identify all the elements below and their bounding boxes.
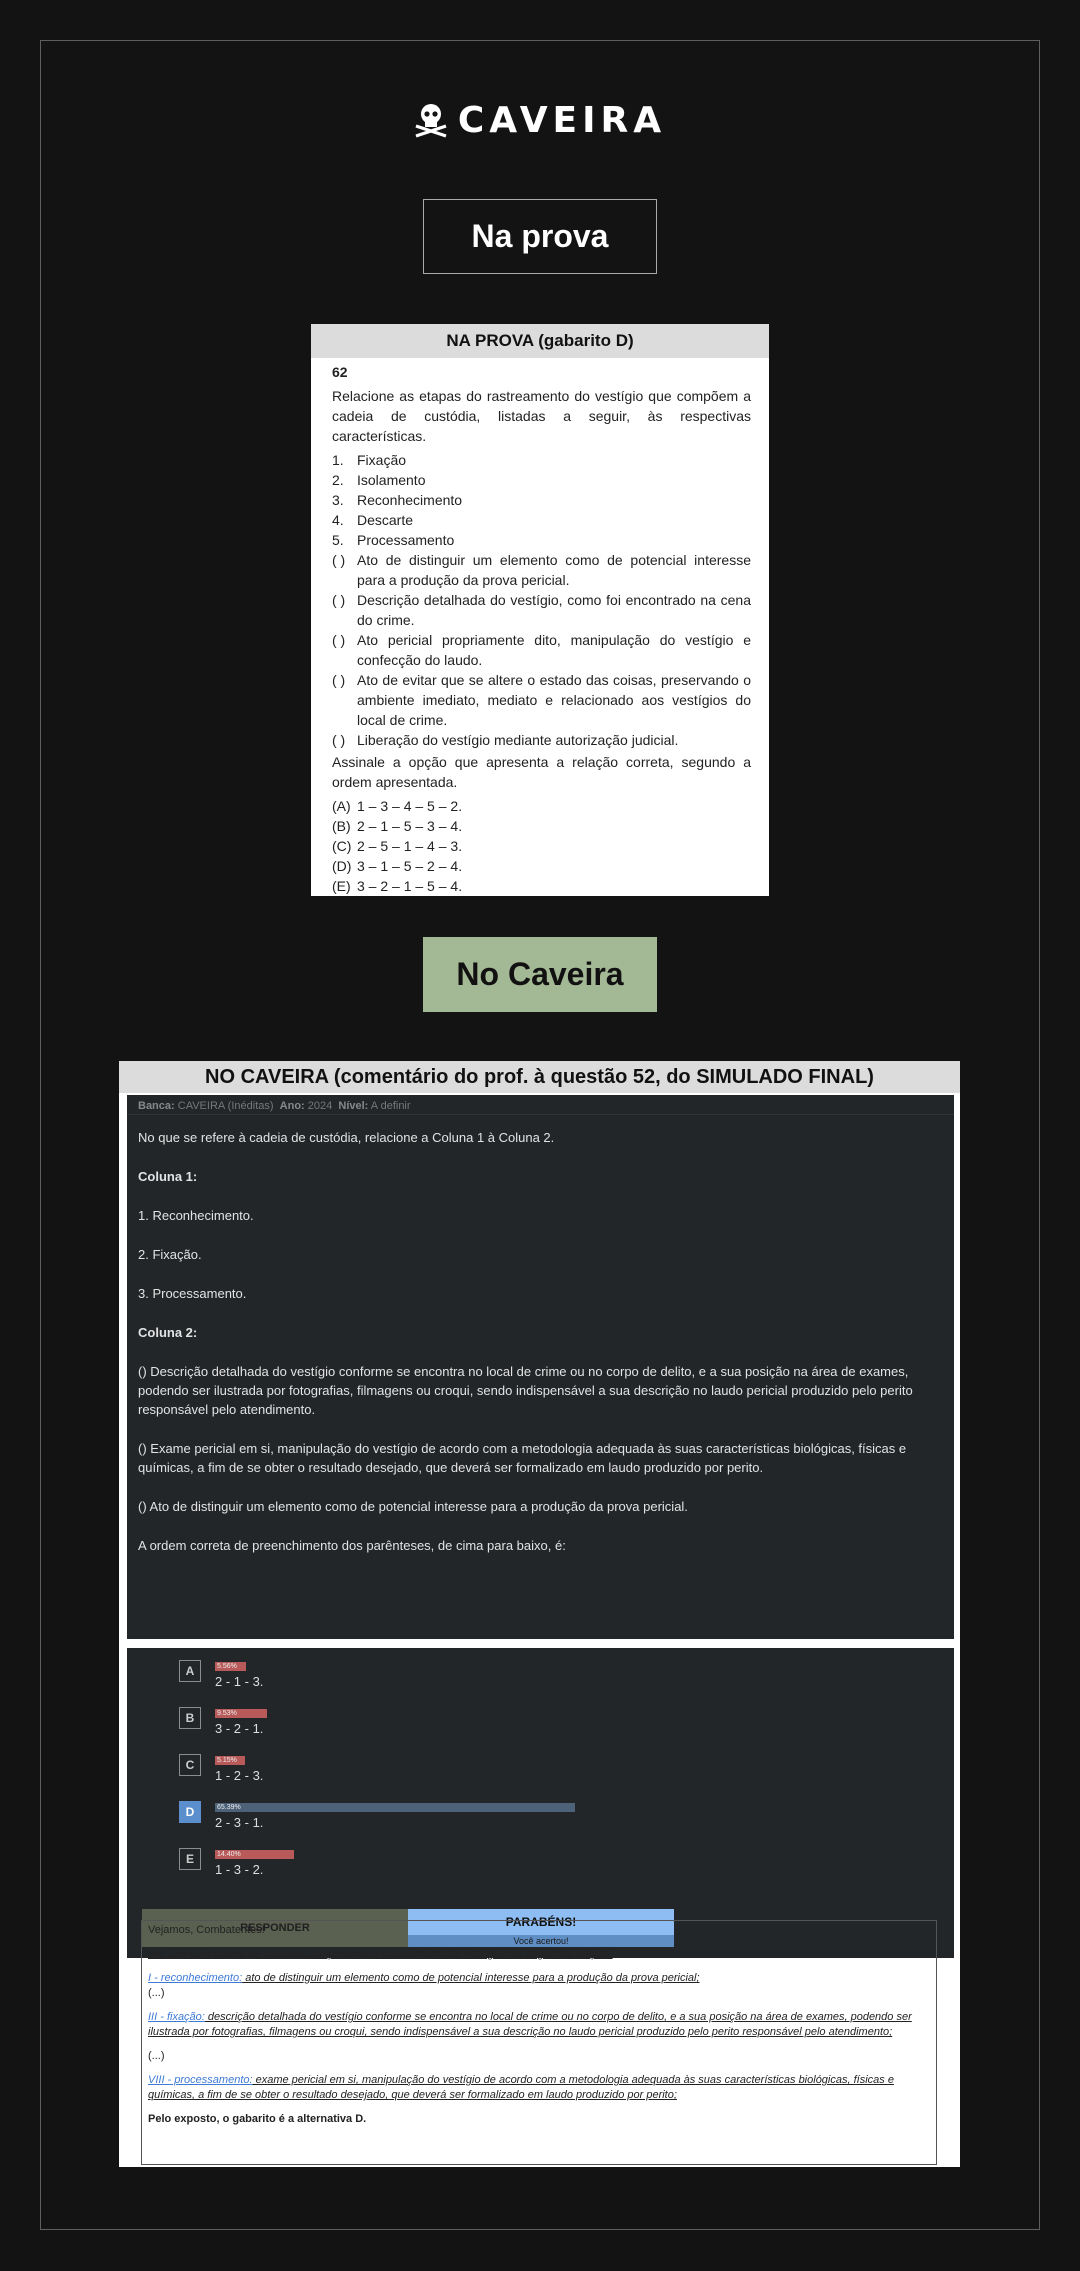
stage-item: [332, 470, 751, 490]
answer-panel: [127, 1648, 954, 1958]
comment-ellipsis: (...): [148, 1987, 165, 1999]
skull-icon: [414, 102, 448, 138]
banca-value: CAVEIRA (Inéditas): [177, 1100, 274, 1112]
brand-name: CAVEIRA: [457, 99, 667, 141]
answer-letter[interactable]: E: [179, 1848, 201, 1870]
option-item-text: 3 – 1 – 5 – 2 – 4.: [357, 858, 463, 874]
characteristic-item-key: ( ): [332, 592, 346, 608]
stage-item-key: 2.: [332, 472, 344, 488]
answer-percentage-bar: 5.56%: [215, 1662, 246, 1671]
option-item-key: (B): [332, 818, 351, 834]
column2-item: () Exame pericial em si, manipulação do vestígio de acordo com a metodologia adequada às suas características biológicas, físicas e químicas, a fim de se obter o resultado desejado, que deverá ser formalizado em laudo produzido por perito.: [138, 1441, 907, 1475]
comment-ellipsis: (...): [148, 2050, 165, 2062]
characteristics-list: [332, 550, 751, 750]
section-label-prova: Na prova: [423, 199, 657, 274]
question-statement: Relacione as etapas do rastreamento do vestígio que compõem a cadeia de custódia, listadas a seguir, às respectivas características.: [332, 388, 751, 444]
comment-item-text: descrição detalhada do vestígio conforme se encontra no local de crime ou no corpo de delito, e a sua posição na área de exames, podendo ser ilustrada por fotografias, filmagens ou croqui, sendo indispensável a sua descrição no laudo pericial produzido pelo perito responsável pelo atendimento;: [148, 2011, 912, 2038]
answer-letter[interactable]: D: [179, 1801, 201, 1823]
stage-item: [332, 450, 751, 470]
characteristic-item: [332, 670, 751, 730]
caveira-question-card: [119, 1061, 960, 2167]
answer-letter[interactable]: A: [179, 1660, 201, 1682]
prova-question-card: [311, 324, 769, 896]
stage-item-text: Isolamento: [357, 472, 426, 488]
option-item-text: 2 – 5 – 1 – 4 – 3.: [357, 838, 463, 854]
comment-item-label: I - reconhecimento:: [148, 1972, 243, 1984]
answer-percentage-bar: 5.15%: [215, 1756, 245, 1765]
option-item: [332, 796, 751, 816]
stage-item-key: 1.: [332, 452, 344, 468]
comment-item-label: III - fixação:: [148, 2011, 205, 2023]
professor-comment: [141, 1920, 937, 2165]
question-number: 62: [332, 364, 348, 380]
question-closing: A ordem correta de preenchimento dos parênteses, de cima para baixo, é:: [138, 1538, 566, 1553]
answer-percentage-bar: 65.39%: [215, 1803, 575, 1812]
result-subtitle: Você acertou!: [408, 1935, 674, 1947]
column2-item: () Ato de distinguir um elemento como de potencial interesse para a produção da prova pericial.: [138, 1499, 688, 1514]
option-item-text: 3 – 2 – 1 – 5 – 4.: [357, 878, 463, 894]
characteristic-item-text: Liberação do vestígio mediante autorização judicial.: [357, 732, 679, 748]
option-item-key: (C): [332, 838, 352, 854]
column1-item: 1. Reconhecimento.: [138, 1208, 254, 1223]
characteristic-item: [332, 590, 751, 630]
option-item-key: (E): [332, 878, 351, 894]
question-intro: No que se refere à cadeia de custódia, relacione a Coluna 1 à Coluna 2.: [138, 1130, 555, 1145]
answer-text: 2 - 1 - 3.: [215, 1674, 264, 1689]
column1-item: 2. Fixação.: [138, 1247, 202, 1262]
answer-letter[interactable]: C: [179, 1754, 201, 1776]
prova-header: NA PROVA (gabarito D): [311, 324, 769, 358]
column1-item: 3. Processamento.: [138, 1286, 247, 1301]
answer-percentage-bar: 14.40%: [215, 1850, 294, 1859]
comment-item-text: exame pericial em si, manipulação do vestígio de acordo com a metodologia adequada às suas características biológicas, físicas e químicas, a fim de se obter o resultado desejado, que deverá ser formalizado em laudo produzido por perito;: [148, 2074, 894, 2101]
comment-item-text: ato de distinguir um elemento como de potencial interesse para a produção da prova pericial;: [242, 1972, 700, 1984]
option-item-text: 1 – 3 – 4 – 5 – 2.: [357, 798, 463, 814]
characteristic-item-text: Ato de distinguir um elemento como de potencial interesse para a produção da prova pericial.: [357, 552, 751, 588]
stage-item-key: 5.: [332, 532, 344, 548]
comment-greeting: Vejamos, Combatentes!: [148, 1924, 265, 1936]
characteristic-item-key: ( ): [332, 552, 346, 568]
stage-item: [332, 530, 751, 550]
brand-logo: [0, 98, 1080, 142]
nivel-label: Nível:: [338, 1100, 369, 1112]
option-item: [332, 816, 751, 836]
option-item: [332, 836, 751, 856]
option-item: [332, 876, 751, 896]
characteristic-item-key: ( ): [332, 632, 346, 648]
characteristic-item-text: Ato de evitar que se altere o estado das coisas, preservando o ambiente imediato, mediato e relacionado aos vestígios do local de crime.: [357, 672, 751, 728]
option-list: [332, 796, 751, 896]
characteristic-item: [332, 630, 751, 670]
stage-item-text: Fixação: [357, 452, 407, 468]
question-instruction: Assinale a opção que apresenta a relação correta, segundo a ordem apresentada.: [332, 754, 751, 790]
stage-item-text: Reconhecimento: [357, 492, 463, 508]
comment-item-label: VIII - processamento:: [148, 2074, 253, 2086]
ano-label: Ano:: [279, 1100, 305, 1112]
answer-percentage-bar: 9.53%: [215, 1709, 267, 1718]
caveira-header: NO CAVEIRA (comentário do prof. à questão 52, do SIMULADO FINAL): [119, 1061, 960, 1093]
stage-item-key: 4.: [332, 512, 344, 528]
respond-button[interactable]: RESPONDER: [142, 1909, 408, 1947]
answer-text: 1 - 3 - 2.: [215, 1862, 264, 1877]
characteristic-item: [332, 550, 751, 590]
answer-text: 3 - 2 - 1.: [215, 1721, 264, 1736]
stage-item: [332, 490, 751, 510]
column2-title: Coluna 2:: [138, 1325, 198, 1340]
option-item-key: (A): [332, 798, 351, 814]
characteristic-item-key: ( ): [332, 732, 346, 748]
comment-conclusion: Pelo exposto, o gabarito é a alternativa D.: [148, 2113, 367, 2125]
option-item-key: (D): [332, 858, 352, 874]
ano-value: 2024: [307, 1100, 333, 1112]
question-meta: [127, 1095, 954, 1115]
characteristic-item-text: Ato pericial propriamente dito, manipulação do vestígio e confecção do laudo.: [357, 632, 751, 668]
characteristic-item: [332, 730, 751, 750]
answer-text: 1 - 2 - 3.: [215, 1768, 264, 1783]
result-title: PARABÉNS!: [505, 1915, 577, 1929]
nivel-value: A definir: [370, 1100, 411, 1112]
column1-title: Coluna 1:: [138, 1169, 198, 1184]
stage-item-text: Descarte: [357, 512, 414, 528]
answer-text: 2 - 3 - 1.: [215, 1815, 264, 1830]
column2-item: () Descrição detalhada do vestígio conforme se encontra no local de crime ou no corpo de delito, e a sua posição na área de exames, podendo ser ilustrada por fotografias, filmagens ou croqui, sendo indispensável a sua descrição no laudo pericial produzido pelo perito responsável pelo atendimento.: [138, 1364, 913, 1417]
banca-label: Banca:: [138, 1100, 175, 1112]
comment-article: Art. 158-B. A cadeia de custódia compreende o rastreamento do vestígio nas seguintes etapas:: [148, 1948, 613, 1960]
question-panel: [127, 1095, 954, 1639]
stage-item-text: Processamento: [357, 532, 455, 548]
section-label-caveira: No Caveira: [423, 937, 657, 1012]
option-item: [332, 856, 751, 876]
stage-list: [332, 450, 751, 550]
answer-letter[interactable]: B: [179, 1707, 201, 1729]
option-item-text: 2 – 1 – 5 – 3 – 4.: [357, 818, 463, 834]
characteristic-item-key: ( ): [332, 672, 346, 688]
stage-item: [332, 510, 751, 530]
stage-item-key: 3.: [332, 492, 344, 508]
characteristic-item-text: Descrição detalhada do vestígio, como foi encontrado na cena do crime.: [357, 592, 751, 628]
